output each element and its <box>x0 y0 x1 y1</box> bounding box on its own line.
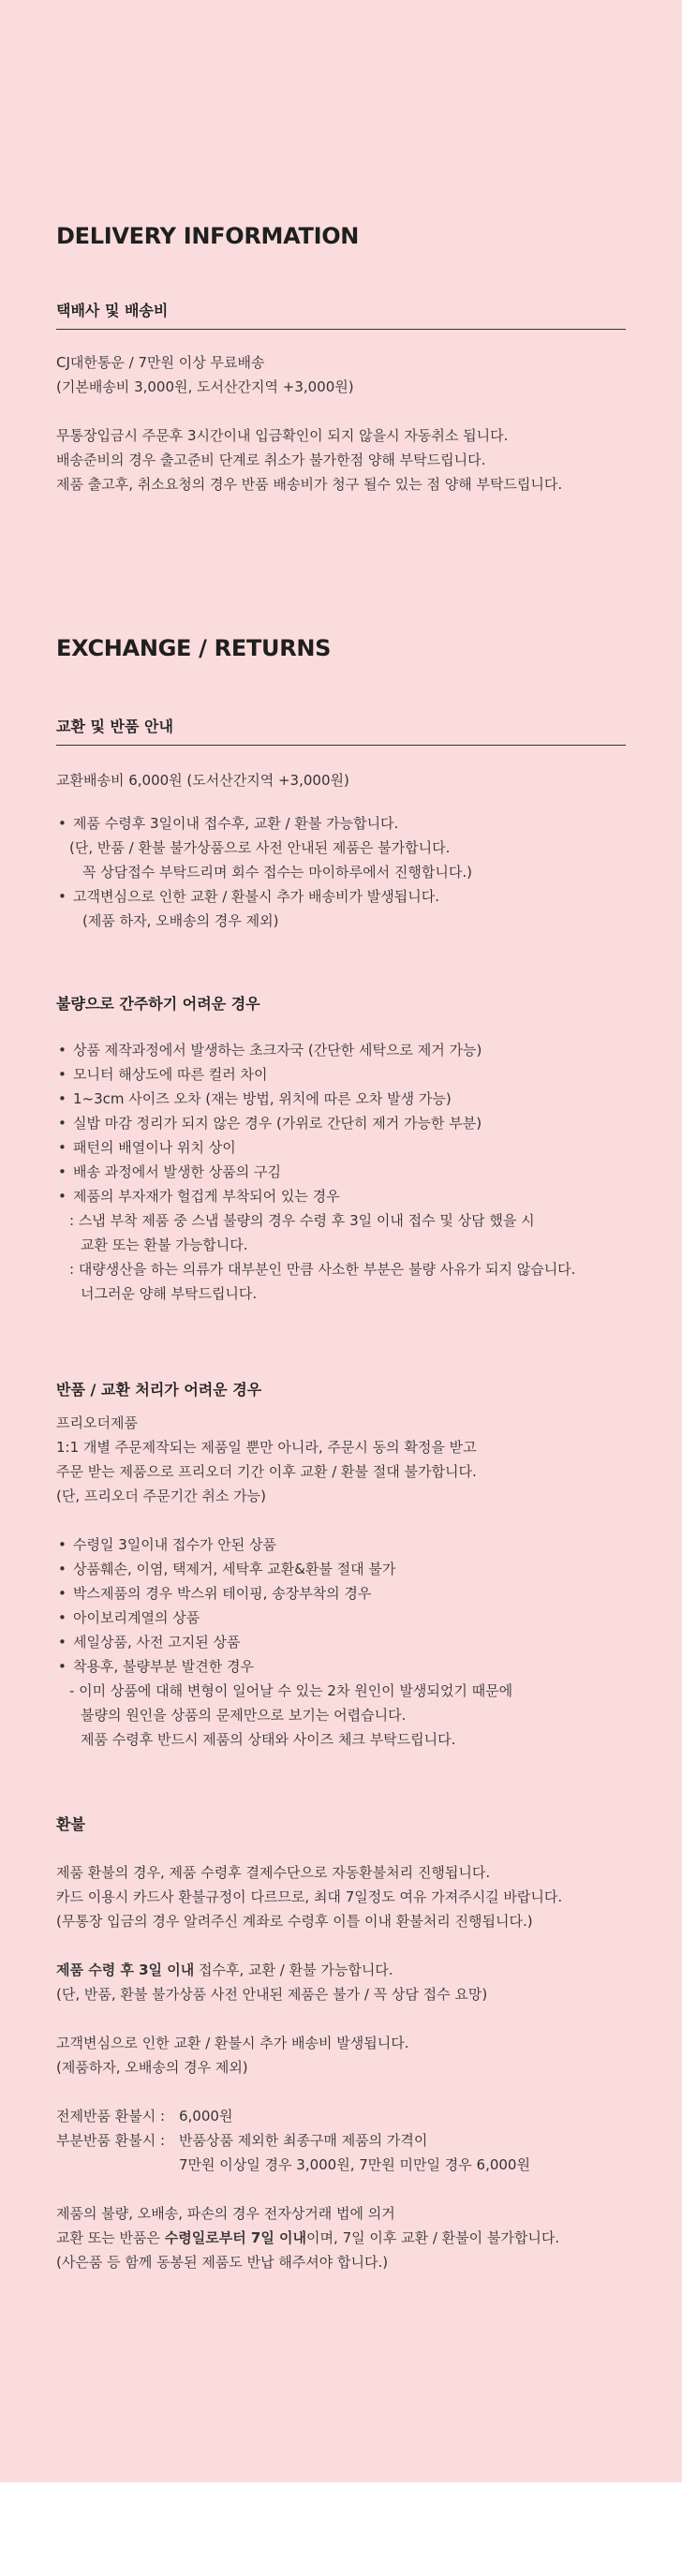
exchange-title: EXCHANGE / RETURNS <box>56 635 332 661</box>
legal-notice-text: 제품의 불량, 오배송, 파손의 경우 전자상거래 법에 의거 교환 또는 반품은 수령일로부터 7일 이내이며, 7일 이후 교환 / 환불이 불가합니다. (사은품 등 함께 동봉된 제품도 반납 해주셔야 합니다.) <box>56 2205 560 2271</box>
non-returnable-list: • 수령일 3일이내 접수가 안된 상품 • 상품훼손, 이염, 택제거, 세탁후 교환&환불 절대 불가 • 박스제품의 경우 박스위 테이핑, 송장부착의 경우 • 아이보리계열의 상품 • 세일상품, 사전 고지된 상품 • 착용후, 불량부분 발견한 경우 - 이미 상품에 대해 변형이 일어날 수 있는 2차 원인이 발생되었기 때문에 불량의 원인을 상품의 문제만으로 보기는 어렵습니다. 제품 수령후 반드시 제품의 상태와 사이즈 체크 부탁드립니다. <box>56 1532 637 1752</box>
non-returnable-heading: 반품 / 교환 처리가 어려운 경우 <box>56 1381 262 1399</box>
refund-fee-table: 전제반품 환불시 : 6,000원 부분반품 환불시 : 반품상품 제외한 최종구매 제품의 가격이 7만원 이상일 경우 3,000원, 7만원 미만일 경우 6,000원 <box>56 2108 530 2173</box>
refund-heading: 환불 <box>56 1815 85 1833</box>
courier-fee-heading: 택배사 및 배송비 <box>56 300 626 330</box>
list-item: • 고객변심으로 인한 교환 / 환불시 추가 배송비가 발생됩니다. <box>56 884 637 909</box>
shipping-fee-text: CJ대한통운 / 7만원 이상 무료배송 (기본배송비 3,000원, 도서산간지역 +3,000원) <box>56 354 354 395</box>
preorder-text: 프리오더제품 1:1 개별 주문제작되는 제품일 뿐만 아니라, 주문시 동의 확정을 받고 주문 받는 제품으로 프리오더 기간 이후 교환 / 환불 절대 불가합니다. (단, 프리오더 주문기간 취소 가능) <box>56 1414 477 1504</box>
list-item: • 상품훼손, 이염, 택제거, 세탁후 교환&환불 절대 불가 <box>56 1557 637 1581</box>
list-item: • 박스제품의 경우 박스위 테이핑, 송장부착의 경우 <box>56 1581 637 1606</box>
list-item: • 1~3cm 사이즈 오차 (재는 방법, 위치에 따른 오차 발생 가능) <box>56 1087 637 1111</box>
list-item: • 제품의 부자재가 헐겁게 부착되어 있는 경우 <box>56 1184 637 1208</box>
refund-period-emphasis: 제품 수령 후 3일 이내 <box>56 1962 195 1978</box>
list-item: • 착용후, 불량부분 발견한 경우 <box>56 1654 637 1679</box>
list-item: • 패턴의 배열이나 위치 상이 <box>56 1135 637 1160</box>
exchange-fee-text: 교환배송비 6,000원 (도서산간지역 +3,000원) <box>56 772 349 789</box>
list-item: • 아이보리계열의 상품 <box>56 1606 637 1630</box>
payment-notice-text: 무통장입금시 주문후 3시간이내 입금확인이 되지 않을시 자동취소 됩니다. 배송준비의 경우 출고준비 단계로 취소가 불가한점 양해 부탁드립니다. 제품 출고후, 취소요청의 경우 반품 배송비가 청구 될수 있는 점 양해 부탁드립니다. <box>56 427 563 493</box>
list-item: • 세일상품, 사전 고지된 상품 <box>56 1630 637 1654</box>
defect-exceptions-list: • 상품 제작과정에서 발생하는 초크자국 (간단한 세탁으로 제거 가능) • 모니터 해상도에 따른 컬러 차이 • 1~3cm 사이즈 오차 (재는 방법, 위치에 따른 오차 발생 가능) • 실밥 마감 정리가 되지 않은 경우 (가위로 간단히 제거 가능한 부분) • 패턴의 배열이나 위치 상이 • 배송 과정에서 발생한 상품의 구김 • 제품의 부자재가 헐겁게 부착되어 있는 경우 : 스냅 부착 제품 중 스냅 불량의 경우 수령 후 3일 이내 접수 및 상담 했을 시 교환 또는 환불 가능합니다. : 대량생산을 하는 의류가 대부분인 만큼 사소한 부분은 불량 사유가 되지 않습니다. 너그러운 양해 부탁드립니다. <box>56 1038 637 1306</box>
list-item: • 실밥 마감 정리가 되지 않은 경우 (가위로 간단히 제거 가능한 부분) <box>56 1111 637 1135</box>
change-of-mind-text: 고객변심으로 인한 교환 / 환불시 추가 배송비 발생됩니다. (제품하자, 오배송의 경우 제외) <box>56 2035 409 2076</box>
defect-exceptions-heading: 불량으로 간주하기 어려운 경우 <box>56 995 260 1013</box>
exchange-notice-list: • 제품 수령후 3일이내 접수후, 교환 / 환불 가능합니다. (단, 반품 / 환불 불가상품으로 사전 안내된 제품은 불가합니다. 꼭 상담접수 부탁드리며 회수 접수는 마이하루에서 진행합니다.) • 고객변심으로 인한 교환 / 환불시 추가 배송비가 발생됩니다. (제품 하자, 오배송의 경우 제외) <box>56 811 637 933</box>
refund-process-text: 제품 환불의 경우, 제품 수령후 결제수단으로 자동환불처리 진행됩니다. 카드 이용시 카드사 환불규정이 다르므로, 최대 7일정도 여유 가져주시길 바랍니다. (무통장 입금의 경우 알려주신 계좌로 수령후 이틀 이내 환불처리 진행됩니다.) <box>56 1864 563 1930</box>
list-item: • 제품 수령후 3일이내 접수후, 교환 / 환불 가능합니다. <box>56 811 637 836</box>
list-item: • 배송 과정에서 발생한 상품의 구김 <box>56 1160 637 1184</box>
exchange-guide-heading: 교환 및 반품 안내 <box>56 716 626 746</box>
list-item: • 상품 제작과정에서 발생하는 초크자국 (간단한 세탁으로 제거 가능) <box>56 1038 637 1062</box>
list-item: • 모니터 해상도에 따른 컬러 차이 <box>56 1062 637 1087</box>
refund-period-text: 제품 수령 후 3일 이내 접수후, 교환 / 환불 가능합니다. (단, 반품, 환불 불가상품 사전 안내된 제품은 불가 / 꼭 상담 접수 요망) <box>56 1962 488 2003</box>
return-deadline-emphasis: 수령일로부터 7일 이내 <box>164 2229 307 2246</box>
delivery-title: DELIVERY INFORMATION <box>56 223 360 249</box>
list-item: • 수령일 3일이내 접수가 안된 상품 <box>56 1532 637 1557</box>
